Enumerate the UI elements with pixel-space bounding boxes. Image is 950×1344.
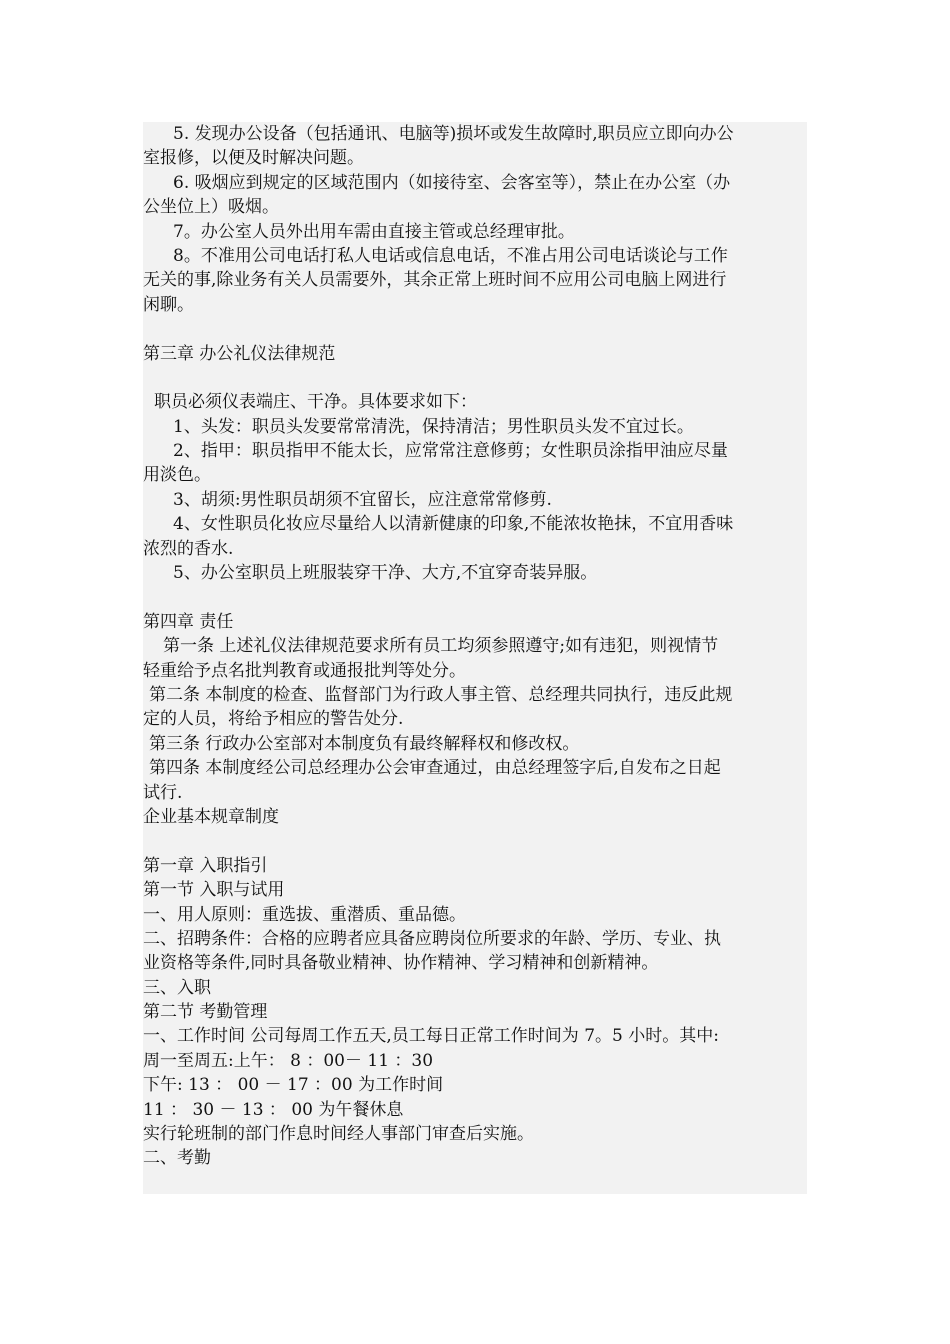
text-line: 闲聊。 bbox=[143, 294, 194, 315]
text-line: 轻重给予点名批判教育或通报批判等处分。 bbox=[143, 660, 466, 681]
blank-line bbox=[143, 317, 807, 341]
text-line: 三、入职 bbox=[143, 977, 211, 998]
text-line: 4、女性职员化妆应尽量给人以清新健康的印象,不能浓妆艳抹，不宜用香味 bbox=[173, 514, 734, 535]
blank-line bbox=[143, 829, 807, 853]
text-line: 定的人员，将给予相应的警告处分. bbox=[143, 709, 404, 730]
text-line: 室报修，以便及时解决问题。 bbox=[143, 148, 364, 169]
text-line: 职员必须仪表端庄、干净。具体要求如下： bbox=[154, 392, 477, 413]
chapter-heading: 第三章 办公礼仪法律规范 bbox=[143, 343, 336, 364]
document-title: 企业基本规章制度 bbox=[143, 806, 279, 827]
text-line: 5. 发现办公设备（包括通讯、电脑等)损坏或发生故障时,职员应立即向办公 bbox=[173, 124, 734, 144]
text-line: 用淡色。 bbox=[143, 465, 211, 486]
text-line: 试行. bbox=[143, 782, 183, 803]
section-heading: 第二节 考勤管理 bbox=[143, 1002, 268, 1023]
text-line: 一、工作时间 公司每周工作五天,员工每日正常工作时间为 7。5 小时。其中: bbox=[143, 1026, 719, 1047]
text-line: 一、用人原则：重选拔、重潜质、重品德。 bbox=[143, 904, 466, 925]
chapter-heading: 第四章 责任 bbox=[143, 611, 234, 632]
text-line: 2、指甲：职员指甲不能太长，应常常注意修剪；女性职员涂指甲油应尽量 bbox=[173, 441, 728, 462]
text-line: 5、办公室职员上班服装穿干净、大方,不宜穿奇装异服。 bbox=[173, 563, 598, 584]
chapter-heading: 第一章 入职指引 bbox=[143, 855, 268, 876]
text-line: 11 ： 30 － 13 ： 00 为午餐休息 bbox=[143, 1099, 404, 1120]
text-line: 第四条 本制度经公司总经理办公会审查通过，由总经理签字后,自发布之日起 bbox=[149, 758, 721, 779]
text-line: 8。不准用公司电话打私人电话或信息电话，不准占用公司电话谈论与工作 bbox=[173, 245, 728, 266]
text-line: 浓烈的香水. bbox=[143, 538, 234, 559]
text-line: 下午: 13 ： 00 － 17 ：00 为工作时间 bbox=[143, 1075, 444, 1096]
text-line: 1、头发：职员头发要常常清洗，保持清洁；男性职员头发不宜过长。 bbox=[173, 416, 694, 437]
text-line: 第一条 上述礼仪法律规范要求所有员工均须参照遵守;如有违犯，则视情节 bbox=[163, 636, 719, 657]
text-line: 周一至周五:上午： 8 ：00－ 11 ：30 bbox=[143, 1050, 434, 1071]
blank-line bbox=[143, 366, 807, 390]
text-line: 业资格等条件,同时具备敬业精神、协作精神、学习精神和创新精神。 bbox=[143, 953, 659, 974]
section-heading: 第一节 入职与试用 bbox=[143, 880, 285, 901]
text-line: 实行轮班制的部门作息时间经人事部门审查后实施。 bbox=[143, 1124, 534, 1145]
text-line: 二、招聘条件：合格的应聘者应具备应聘岗位所要求的年龄、学历、专业、执 bbox=[143, 928, 721, 949]
document-page bbox=[143, 122, 807, 1194]
text-line: 二、考勤 bbox=[143, 1148, 211, 1169]
text-line: 7。办公室人员外出用车需由直接主管或总经理审批。 bbox=[173, 221, 575, 242]
text-line: 公坐位上）吸烟。 bbox=[143, 197, 279, 218]
text-line: 3、胡须:男性职员胡须不宜留长，应注意常常修剪. bbox=[173, 489, 552, 510]
text-line: 6. 吸烟应到规定的区域范围内（如接待室、会客室等），禁止在办公室（办 bbox=[173, 172, 731, 193]
text-line: 第三条 行政办公室部对本制度负有最终解释权和修改权。 bbox=[149, 733, 580, 754]
text-line: 第二条 本制度的检查、监督部门为行政人事主管、总经理共同执行，违反此规 bbox=[149, 684, 733, 705]
blank-line bbox=[143, 585, 807, 609]
text-line: 无关的事,除业务有关人员需要外，其余正常上班时间不应用公司电脑上网进行 bbox=[143, 270, 727, 291]
